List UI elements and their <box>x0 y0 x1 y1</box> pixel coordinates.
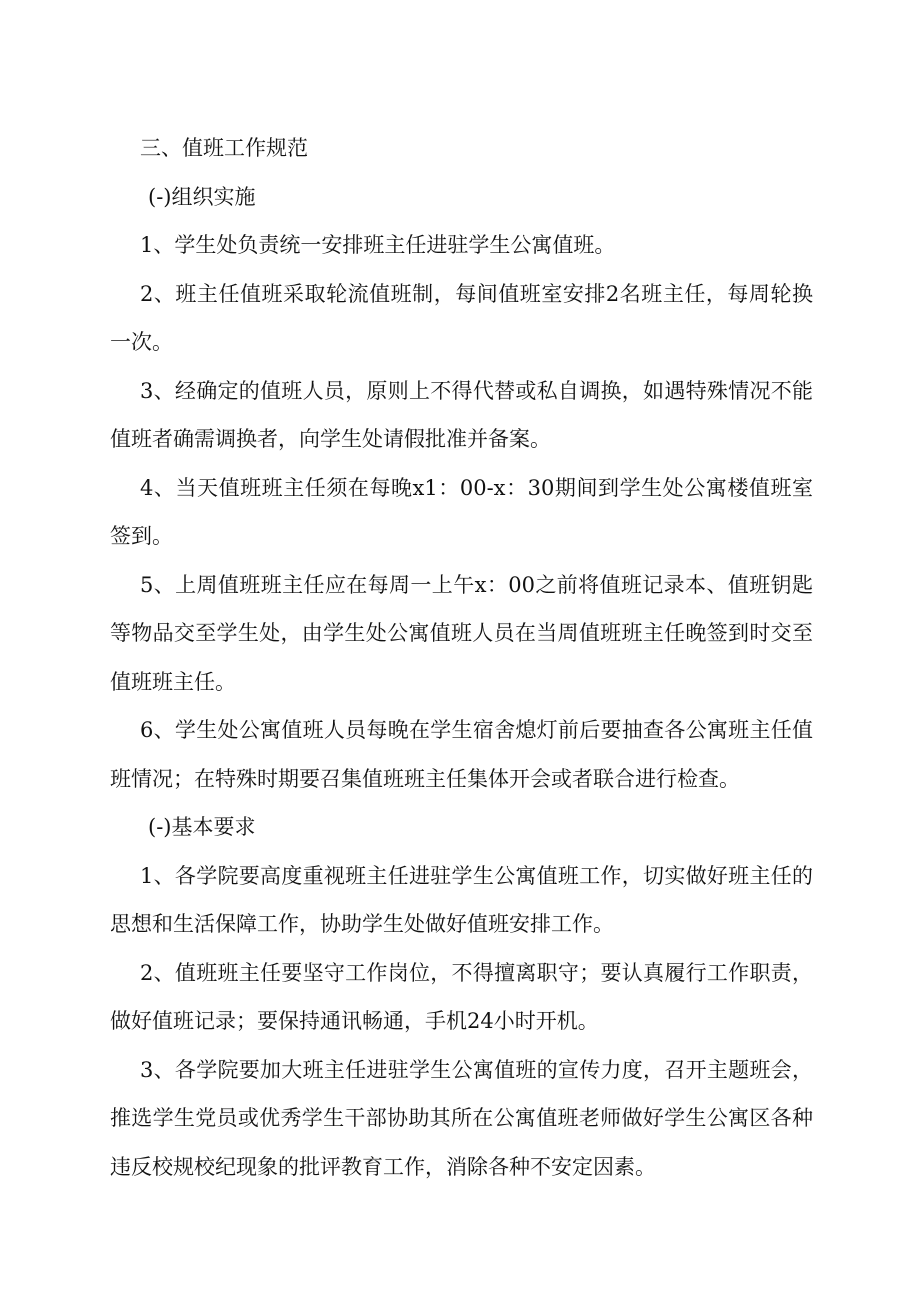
list-item: 2、值班班主任要坚守工作岗位，不得擅离职守；要认真履行工作职责，做好值班记录；要保持通讯畅通，手机24小时开机。 <box>110 960 813 1033</box>
list-item: 2、班主任值班采取轮流值班制，每间值班室安排2名班主任，每周轮换一次。 <box>110 281 813 354</box>
subsection-title-organization: (-)组织实施 <box>148 184 256 209</box>
section-title: 三、值班工作规范 <box>140 136 308 160</box>
list-item: 1、各学院要高度重视班主任进驻学生公寓值班工作，切实做好班主任的思想和生活保障工作，协助学生处做好值班安排工作。 <box>110 863 813 936</box>
list-item: 3、各学院要加大班主任进驻学生公寓值班的宣传力度，召开主题班会，推选学生党员或优秀学生干部协助其所在公寓值班老师做好学生公寓区各种违反校规校纪现象的批评教育工作，消除各种不安定因素。 <box>110 1057 813 1179</box>
list-item: 3、经确定的值班人员，原则上不得代替或私自调换，如遇特殊情况不能值班者确需调换者，向学生处请假批准并备案。 <box>110 378 813 451</box>
list-item: 6、学生处公寓值班人员每晚在学生宿舍熄灯前后要抽查各公寓班主任值班情况；在特殊时期要召集值班班主任集体开会或者联合进行检查。 <box>110 718 813 791</box>
subsection-title-requirements: (-)基本要求 <box>148 815 256 839</box>
document-body <box>110 124 813 1191</box>
list-item: 5、上周值班班主任应在每周一上午x：00之前将值班记录本、值班钥匙等物品交至学生处，由学生处公寓值班人员在当周值班班主任晚签到时交至值班班主任。 <box>110 572 813 694</box>
list-item: 1、学生处负责统一安排班主任进驻学生公寓值班。 <box>140 233 616 257</box>
list-item: 4、当天值班班主任须在每晚x1：00-x：30期间到学生处公寓楼值班室签到。 <box>110 475 813 548</box>
